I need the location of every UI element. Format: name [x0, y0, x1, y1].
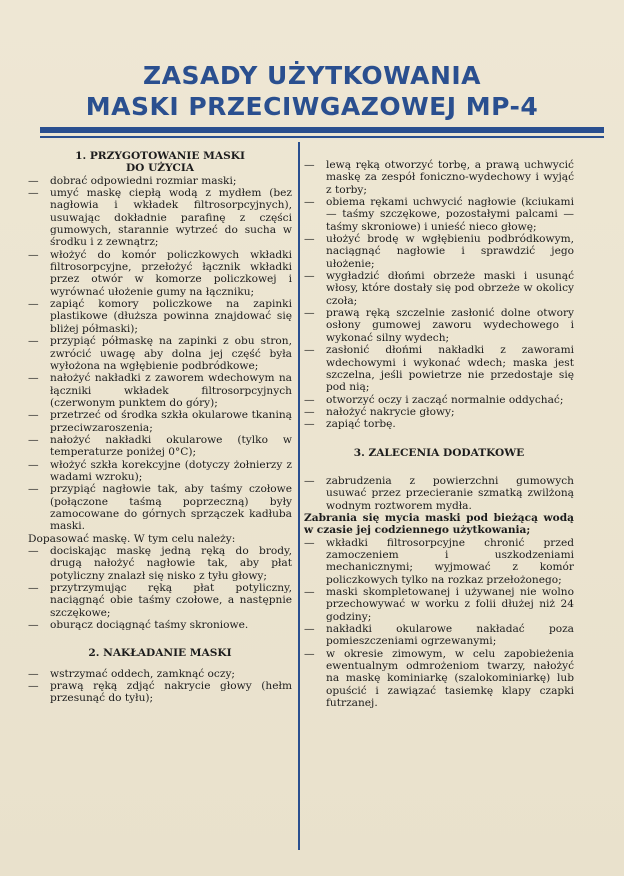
- list-item-text: nałożyć nakrycie głowy;: [326, 405, 455, 418]
- list-item-text: przytrzymując ręką płat potyliczny, naciągnąć obie taśmy czołowe, a następnie szczękowe;: [50, 582, 292, 619]
- list-item: [28, 459, 292, 484]
- list-item-text: włożyć szkła korekcyjne (dotyczy żołnierzy z wadami wzroku);: [50, 458, 292, 483]
- list-item-text: nakładki okularowe nakładać poza pomieszczeniami ogrzewanymi;: [326, 623, 574, 648]
- dash-bullet: —: [28, 483, 39, 496]
- list-item: [304, 475, 574, 512]
- title-line-1: ZASADY UŻYTKOWANIA: [142, 61, 482, 90]
- list-item-text: oburącz dociągnąć taśmy skroniowe.: [50, 619, 249, 632]
- list-item-text: lewą ręką otworzyć torbę, a prawą uchwycić maskę za zespół foniczno-wydechowy i wyjąć z torby;: [326, 159, 574, 196]
- list-item: [304, 196, 574, 233]
- dash-bullet: —: [304, 536, 315, 549]
- dash-bullet: —: [304, 586, 315, 598]
- spacer: [304, 431, 574, 447]
- list-item-text: dobrać odpowiedni rozmiar maski;: [50, 174, 237, 187]
- dash-bullet: —: [304, 474, 315, 487]
- list-item-text: zasłonić dłońmi nakładki z zaworami wdechowymi i wykonać wdech; maska jest szczelna, jeśli powietrze nie przedostaje się pod nią;: [326, 344, 574, 394]
- list-item: [28, 619, 292, 631]
- list-item-text: w okresie zimowym, w celu zapobieżenia ewentualnym odmrożeniom twarzy, nałożyć na maskę kominiarkę (szalokominiarkę) lub opuścić i zawiązać tasiemkę klapy czapki futrzanej.: [326, 647, 574, 710]
- dash-bullet: —: [28, 582, 39, 595]
- dash-bullet: —: [28, 187, 39, 200]
- list-item: [304, 394, 574, 406]
- list-item-text: prawą ręką szczelnie zasłonić dolne otwory osłony gumowej zaworu wydechowego i wykonać silny wydech;: [326, 307, 574, 344]
- list-item: [304, 537, 574, 586]
- washing-warning: Zabrania się mycia maski pod bieżącą wodą w czasie jej codziennego użytkowania;: [304, 511, 574, 537]
- dash-bullet: —: [304, 405, 315, 418]
- title-rule-thin: [40, 136, 604, 138]
- list-item-text: ułożyć brodę w wgłębieniu podbródkowym, naciągnąć nagłowie i sprawdzić jego ułożenie;: [326, 233, 574, 270]
- dash-bullet: —: [28, 545, 39, 557]
- list-item-text: dociskając maskę jedną ręką do brody, drugą nałożyć nagłowie tak, aby płat potyliczny znalazł się nisko z tyłu głowy;: [50, 545, 292, 582]
- section-2-list: [28, 668, 292, 705]
- spacer: [28, 660, 292, 668]
- dash-bullet: —: [304, 393, 315, 406]
- list-item: [28, 372, 292, 409]
- title-line-2: MASKI PRZECIWGAZOWEJ MP-4: [85, 92, 539, 121]
- list-item-text: maski skompletowanej i używanej nie wolno przechowywać w worku z folii dłużej niż 24 godziny;: [326, 586, 574, 623]
- section-1-heading-line-2: DO UŻYCIA: [125, 162, 195, 175]
- section-3-list-b: [304, 537, 574, 710]
- list-item: [304, 623, 574, 648]
- dash-bullet: —: [304, 344, 315, 357]
- list-item: [304, 159, 574, 196]
- list-item-text: przypiąć nagłowie tak, aby taśmy czołowe (połączone taśmą poprzeczną) były zamocowane do górnych sprzączek kadłuba maski.: [50, 483, 292, 533]
- list-item: [28, 335, 292, 372]
- list-item-text: umyć maskę ciepłą wodą z mydłem (bez nagłowia i wkładek filtrosorpcyjnych), usuwając dokładnie parafinę z części gumowych, starannie wytrzeć do sucha w środku i z zewnątrz;: [50, 187, 292, 249]
- list-item-text: przetrzeć od środka szkła okularowe tkaniną przeciwzaroszenia;: [50, 409, 292, 434]
- list-item: [28, 483, 292, 532]
- dash-bullet: —: [304, 270, 315, 283]
- list-item-text: włożyć do komór policzkowych wkładki filtrosorpcyjne, przełożyć łącznik wkładki przez otwór w komorze policzkowej i wyrównać ułożenie gumy na łączniku;: [50, 248, 292, 298]
- dash-bullet: —: [28, 667, 39, 680]
- list-item: [304, 648, 574, 710]
- list-item: [28, 175, 292, 187]
- dash-bullet: —: [28, 409, 39, 422]
- dash-bullet: —: [28, 372, 39, 385]
- dash-bullet: —: [28, 458, 39, 471]
- dash-bullet: —: [304, 647, 315, 660]
- section-3-list: [304, 475, 574, 512]
- dash-bullet: —: [304, 196, 315, 209]
- dash-bullet: —: [28, 174, 39, 187]
- list-item: [28, 187, 292, 249]
- list-item: [28, 545, 292, 582]
- section-2-heading: 2. NAKŁADANIE MASKI: [88, 647, 232, 660]
- section-2-list-continued: [304, 159, 574, 431]
- list-item-text: wkładki filtrosorpcyjne chronić przed zamoczeniem i uszkodzeniami mechanicznymi; wyjmować z komór policzkowych tylko na rozkaz przełożonego;: [326, 536, 574, 586]
- fitting-list: [28, 545, 292, 631]
- list-item: [28, 298, 292, 335]
- dash-bullet: —: [304, 233, 315, 246]
- section-1-heading: [28, 150, 292, 175]
- section-3-heading: 3. ZALECENIA DODATKOWE: [353, 446, 525, 459]
- dash-bullet: —: [28, 680, 39, 693]
- dash-bullet: —: [304, 418, 315, 431]
- list-item: [28, 582, 292, 619]
- right-column: [304, 159, 574, 709]
- dash-bullet: —: [28, 248, 39, 261]
- list-item: [304, 270, 574, 307]
- dash-bullet: —: [28, 298, 39, 311]
- list-item-text: prawą ręką zdjąć nakrycie głowy (hełm przesunąć do tyłu);: [50, 680, 292, 705]
- column-divider: [298, 142, 300, 850]
- list-item: [304, 586, 574, 623]
- dash-bullet: —: [28, 619, 39, 632]
- list-item: [28, 434, 292, 459]
- list-item: [304, 418, 574, 430]
- fitting-intro: Dopasować maskę. W tym celu należy:: [28, 532, 236, 545]
- list-item: [304, 344, 574, 393]
- spacer: [304, 459, 574, 475]
- list-item-text: przypiąć półmaskę na zapinki z obu stron, zwrócić uwagę aby dolna jej część była wyłożona na wgłębienie podbródkowe;: [50, 335, 292, 372]
- dash-bullet: —: [304, 623, 315, 636]
- list-item-text: nałożyć nakładki z zaworem wdechowym na łączniki wkładek filtrosorpcyjnych (czerwonym punktem do góry);: [50, 372, 292, 409]
- document-title: [0, 60, 624, 122]
- list-item: [304, 307, 574, 344]
- list-item-text: nałożyć nakładki okularowe (tylko w temperaturze poniżej 0°C);: [50, 433, 292, 459]
- left-column: [28, 150, 292, 705]
- list-item-text: zapiąć torbę.: [326, 418, 396, 431]
- list-item-text: wstrzymać oddech, zamknąć oczy;: [50, 667, 236, 680]
- list-item: [304, 233, 574, 270]
- list-item: [28, 680, 292, 705]
- list-item: [28, 409, 292, 434]
- title-rule-thick: [40, 127, 604, 133]
- dash-bullet: —: [304, 159, 315, 171]
- list-item-text: otworzyć oczy i zacząć normalnie oddychać;: [326, 393, 564, 406]
- section-1-heading-line-1: 1. PRZYGOTOWANIE MASKI: [75, 150, 245, 162]
- list-item-text: zapiąć komory policzkowe na zapinki plastikowe (dłuższa powinna znajdować się bliżej półmaski);: [50, 298, 292, 335]
- dash-bullet: —: [28, 433, 39, 446]
- section-1-list: [28, 175, 292, 533]
- dash-bullet: —: [28, 335, 39, 348]
- list-item-text: wygładzić dłońmi obrzeże maski i usunąć włosy, które dostały się pod obrzeże w okolicy czoła;: [326, 270, 574, 307]
- list-item: [304, 406, 574, 418]
- list-item: [28, 668, 292, 680]
- list-item-text: zabrudzenia z powierzchni gumowych usuwać przez przecieranie szmatką zwilżoną wodnym roztworem mydła.: [326, 474, 574, 512]
- dash-bullet: —: [304, 307, 315, 320]
- list-item: [28, 249, 292, 298]
- list-item-text: obiema rękami uchwycić nagłowie (kciukami — taśmy szczękowe, pozostałymi palcami — taśmy skroniowe) i unieść nieco głowę;: [326, 196, 574, 233]
- spacer: [28, 631, 292, 647]
